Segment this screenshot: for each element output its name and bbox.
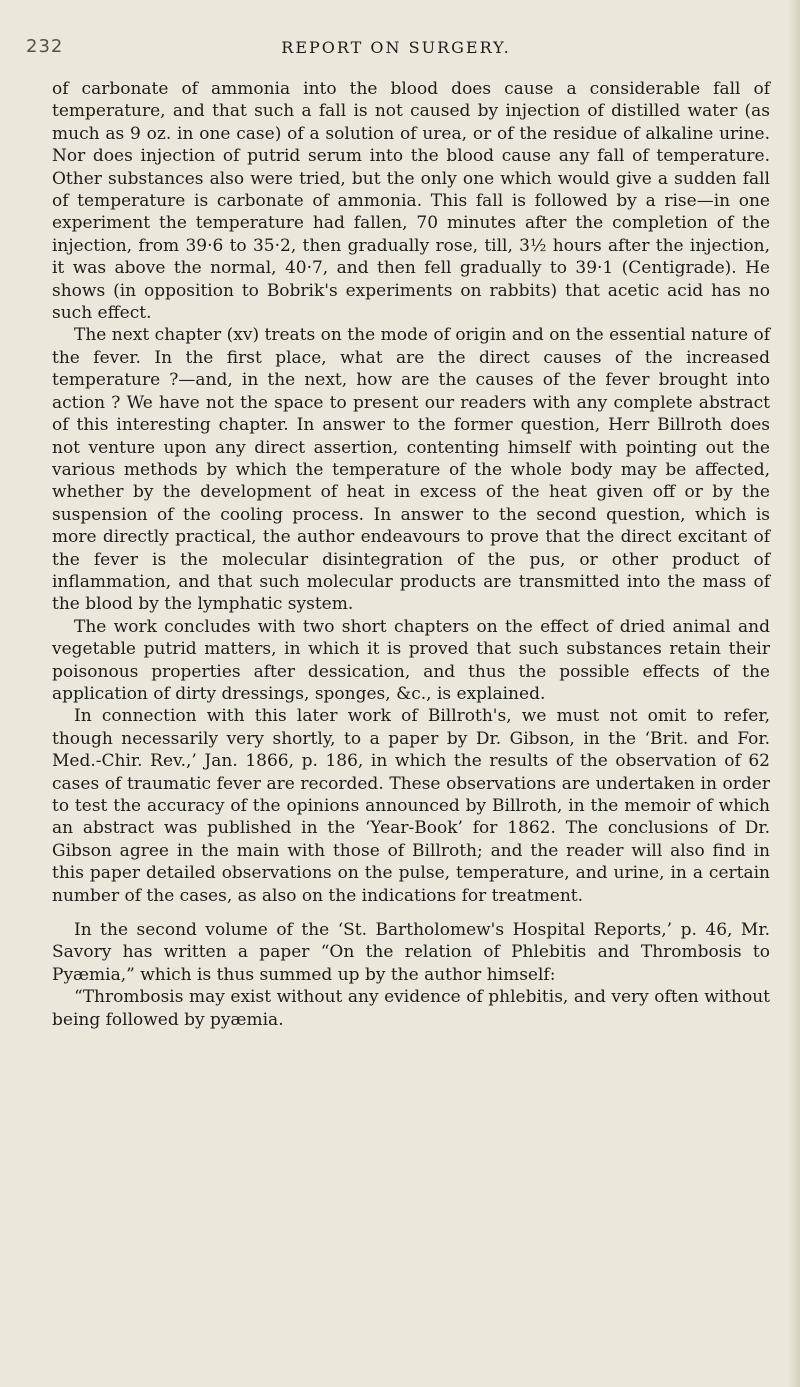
- body-text: [52, 78, 770, 1031]
- page-number: 232: [26, 36, 64, 57]
- paragraph: In connection with this later work of Billroth's, we must not omit to refer, though necessarily very shortly, to a paper by Dr. Gibson, in the ‘Brit. and For. Med.-Chir. Rev.,’ Jan. 1866, p. 186, in which the results of the observation of 62 cases of traumatic fever are recorded. These observations are undertaken in order to test the accuracy of the opinions announced by Billroth, in the memoir of which an abstract was published in the ‘Year-Book’ for 1862. The conclusions of Dr. Gibson agree in the main with those of Billroth; and the reader will also find in this paper detailed observations on the pulse, temperature, and urine, in a certain number of the cases, as also on the indications for treatment.: [52, 706, 770, 906]
- paragraph: In the second volume of the ‘St. Bartholomew's Hospital Reports,’ p. 46, Mr. Savory has written a paper “On the relation of Phlebitis and Thrombosis to Pyæmia,” which is thus summed up by the author himself:: [52, 920, 770, 985]
- paragraph-continuation: of carbonate of ammonia into the blood does cause a considerable fall of temperature, and that such a fall is not caused by injection of distilled water (as much as 9 oz. in one case) of a solution of urea, or of the residue of alkaline urine. Nor does injection of putrid serum into the blood cause any fall of temperature. Other substances also were tried, but the only one which would give a sudden fall of temperature is carbonate of ammonia. This fall is followed by a rise—in one experiment the temperature had fallen, 70 minutes after the completion of the injection, from 39·6 to 35·2, then gradually rose, till, 3½ hours after the injection, it was above the normal, 40·7, and then fell gradually to 39·1 (Centigrade). He shows (in opposition to Bobrik's experiments on rabbits) that acetic acid has no such effect.: [52, 79, 770, 324]
- page-header: [26, 36, 766, 64]
- paragraph: The work concludes with two short chapters on the effect of dried animal and vegetable putrid matters, in which it is proved that such substances retain their poisonous properties after dessication, and thus the possible effects of the application of dirty dressings, sponges, &c., is explained.: [52, 616, 770, 704]
- running-head: REPORT ON SURGERY.: [281, 38, 511, 57]
- page-edge-shadow: [788, 0, 800, 1387]
- paragraph: The next chapter (xv) treats on the mode of origin and on the essential nature of the fever. In the first place, what are the direct causes of the increased temperature ?—and, in the next, how are the causes of the fever brought into action ? We have not the space to present our readers with any complete abstract of this interesting chapter. In answer to the former question, Herr Billroth does not venture upon any direct assertion, contenting himself with pointing out the various methods by which the temperature of the whole body may be affected, whether by the development of heat in excess of the heat given off or by the suspension of the cooling process. In answer to the second question, which is more directly practical, the author endeavours to prove that the direct excitant of the fever is the molecular disintegration of the pus, or other product of inflammation, and that such molecular products are transmitted into the mass of the blood by the lymphatic system.: [52, 325, 770, 615]
- quotation-paragraph: “Thrombosis may exist without any evidence of phlebitis, and very often without being followed by pyæmia.: [52, 987, 770, 1030]
